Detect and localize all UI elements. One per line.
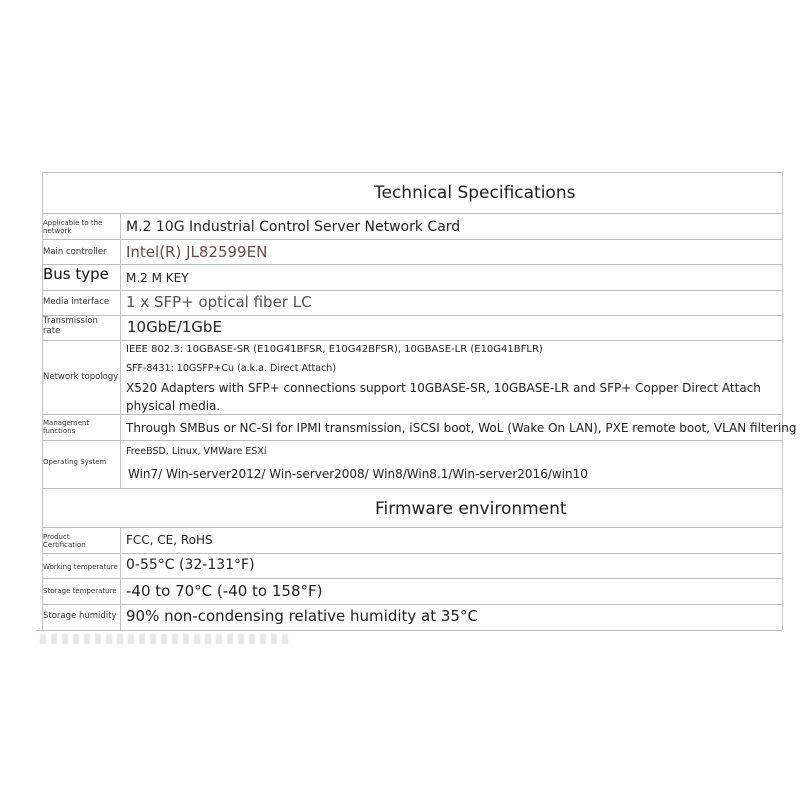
rule [42,440,782,441]
rule [42,553,782,554]
label-media: Media interface [43,297,110,307]
value-topology-line1: IEEE 802.3: 10GBASE-SR (E10G41BFSR, E10G42BFSR), 10GBASE-LR (E10G41BFLR) [126,344,543,355]
section-title-firmware: Firmware environment [375,499,567,519]
rule [42,315,782,316]
value-working-temp: 0-55°C (32-131°F) [126,557,255,573]
rule [42,290,782,291]
label-bus: Bus type [43,265,109,283]
rule [42,578,782,579]
value-certification: FCC, CE, RoHS [126,533,213,547]
value-topology-line4: physical media. [126,399,221,413]
label-certification: Product Certification [43,533,86,550]
label-management: Management functions [43,419,90,436]
rule [42,414,782,415]
value-media: 1 x SFP+ optical fiber LC [126,293,312,311]
value-management: Through SMBus or NC-SI for IPMI transmission, iSCSI boot, WoL (Wake On LAN), PXE remote boot, VLAN filtering [126,421,797,435]
rule [42,488,782,489]
value-topology-line3: X520 Adapters with SFP+ connections support 10GBASE-SR, 10GBASE-LR and SFP+ Copper Direct Attach [126,381,761,395]
label-rate: Transmission rate [43,316,98,336]
label-humidity: Storage humidity [43,611,117,621]
value-rate: 10GbE/1GbE [127,318,222,336]
rule [42,239,782,240]
label-working-temp: Working temperature [43,563,118,571]
rule [42,527,782,528]
rule-bottom [36,630,782,631]
rule [42,213,782,214]
rule [42,604,782,605]
rule-top [42,172,782,173]
value-os-line1: FreeBSD, Linux, VMWare ESXi [126,446,267,457]
value-topology-line2: SFF-8431: 10GSFP+Cu (a.k.a. Direct Attach) [126,363,337,374]
rule-divider [120,527,121,630]
rule [42,264,782,265]
value-applicable: M.2 10G Industrial Control Server Network Card [126,219,461,235]
section-title-specs: Technical Specifications [374,183,576,203]
scan-artifact [40,634,290,644]
value-os-line2: Win7/ Win-server2012/ Win-server2008/ Win8/Win8.1/Win-server2016/win10 [128,467,588,481]
value-controller: Intel(R) JL82599EN [126,243,268,261]
value-storage-temp: -40 to 70°C (-40 to 158°F) [126,582,323,600]
value-humidity: 90% non-condensing relative humidity at 35°C [126,607,478,625]
rule [42,340,782,341]
label-os: Operating System [43,458,107,466]
rule-right [782,172,783,630]
label-controller: Main controller [43,247,107,257]
label-topology: Network topology [43,372,119,382]
value-bus: M.2 M KEY [126,271,189,285]
label-storage-temp: Storage temperature [43,587,117,595]
rule-divider [120,213,121,488]
label-applicable: Applicable to the network [43,219,103,236]
rule-left [42,172,43,630]
